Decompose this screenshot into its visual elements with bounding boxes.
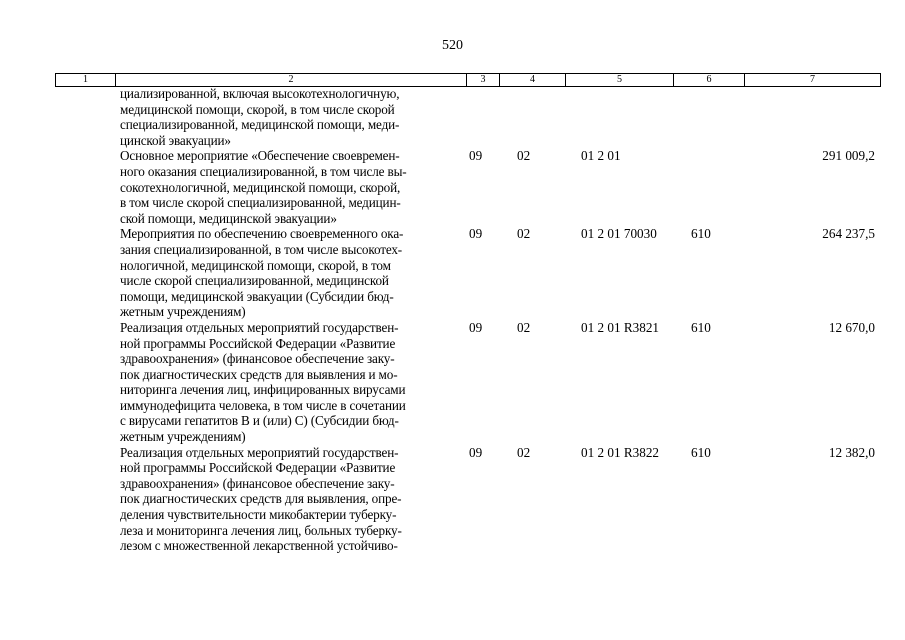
row-description: Реализация отдельных мероприятий государствен- ной программы Российской Федерации «Развитие здравоохранения» (финансовое обеспечение заку- пок диагностических средств для выявления и мо- ниторинга лечения лиц, инфицированных вирусами иммунодефицита человека, в том числе в сочетании с вирусами гепатитов B и (или) C) (Субсидии бюд- жетным учреждениям) [120, 319, 406, 445]
row-amount: 12 670,0 [828, 319, 875, 335]
header-col-6: 6 [674, 74, 745, 86]
row-target-code: 01 2 01 R3821 [581, 319, 660, 335]
row-target-code: 01 2 01 R3822 [581, 444, 660, 460]
table-row [0, 320, 905, 445]
row-target-code: 01 2 01 70030 [581, 226, 657, 242]
row-section: 09 [469, 148, 483, 164]
header-col-1: 1 [56, 74, 116, 86]
row-description: Мероприятия по обеспечению своевременного ока- зания специализированной, в том числе высокотех- нологичной, медицинской помощи, скорой, в том числе скорой специализированной, медицинской помощи, медицинской эвакуации (Субсидии бюд- жетным учреждениям) [120, 226, 404, 320]
row-amount: 12 382,0 [828, 444, 875, 460]
row-target-code: 01 2 01 [581, 148, 621, 164]
table-header [55, 73, 881, 87]
header-col-2: 2 [116, 74, 467, 86]
row-amount: 264 237,5 [822, 226, 875, 242]
row-description: циализированной, включая высокотехнологичную, медицинской помощи, скорой, в том числе скорой специализированной, медицинской помощи, меди- цинской эвакуации» [120, 86, 400, 148]
row-subsection: 02 [517, 319, 531, 335]
row-subsection: 02 [517, 226, 531, 242]
row-amount: 291 009,2 [822, 148, 875, 164]
row-section: 09 [469, 226, 483, 242]
page-number: 520 [442, 38, 463, 53]
table-row [0, 86, 905, 148]
table-row [0, 226, 905, 320]
row-description: Реализация отдельных мероприятий государствен- ной программы Российской Федерации «Развитие здравоохранения» (финансовое обеспечение заку- пок диагностических средств для выявления, опре- деления чувствительности микобактерии туберку- леза и мониторинга лечения лиц, больных туберку- лезом с множественной лекарственной устойчиво- [120, 444, 402, 554]
row-expense-type: 610 [691, 319, 711, 335]
header-col-5: 5 [566, 74, 674, 86]
table-row [0, 445, 905, 554]
table-body [0, 86, 905, 554]
row-expense-type: 610 [691, 444, 711, 460]
row-description: Основное мероприятие «Обеспечение своевремен- ного оказания специализированной, в том числе вы- сокотехнологичной, медицинской помощи, скорой, в том числе скорой специализированной, медицин- ской помощи, медицинской эвакуации» [120, 148, 407, 226]
header-col-4: 4 [500, 74, 566, 86]
row-subsection: 02 [517, 444, 531, 460]
row-section: 09 [469, 319, 483, 335]
header-col-3: 3 [467, 74, 500, 86]
row-section: 09 [469, 444, 483, 460]
header-col-7: 7 [810, 74, 815, 85]
table-row [0, 148, 905, 226]
row-subsection: 02 [517, 148, 531, 164]
row-expense-type: 610 [691, 226, 711, 242]
